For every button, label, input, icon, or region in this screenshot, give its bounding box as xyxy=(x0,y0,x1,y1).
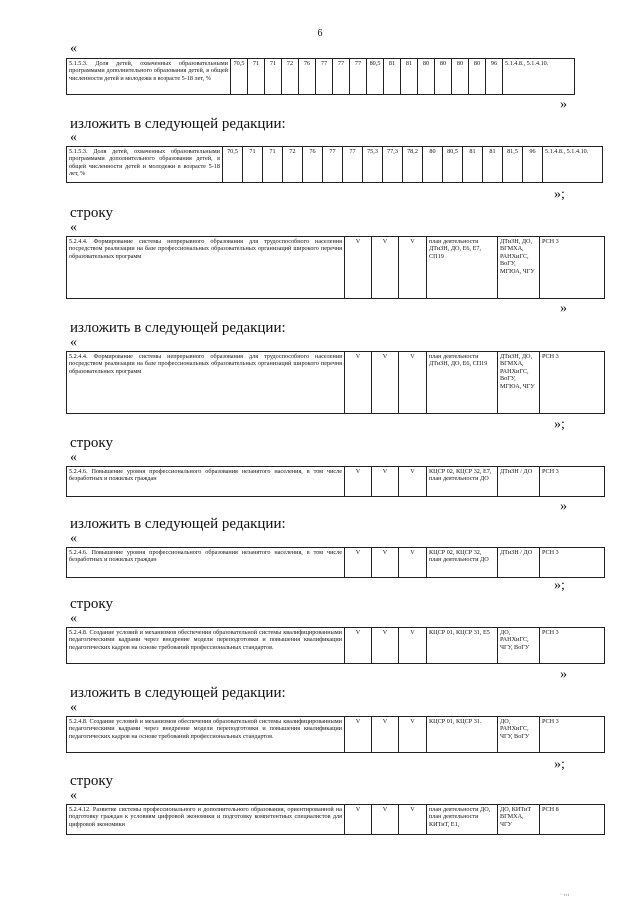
indicator-value: 80,5 xyxy=(443,147,463,183)
plan-cell: КЦСР 02, КЦСР 32, план деятельности ДО xyxy=(427,548,498,578)
measure-table-5248-old xyxy=(66,627,605,664)
indicator-value: 76 xyxy=(303,147,323,183)
plan-cell: КЦСР 01, КЦСР 31, Е5 xyxy=(427,628,498,664)
indicator-value: 80 xyxy=(423,147,443,183)
indicator-value: 71 xyxy=(265,59,282,95)
measure-text: 5.2.4.6. Повышение уровня профессионального образования незанятого населения, в том числе безработных и пожилых граждан xyxy=(67,467,345,497)
code-cell: РСН 3 xyxy=(540,717,605,753)
executors-cell: ДО, КИТиТ ВГМХА, ЧГУ xyxy=(498,805,540,835)
measure-table-52412-old xyxy=(66,804,605,835)
quote-open: « xyxy=(70,220,77,235)
measure-text: 5.2.4.12. Развитие системы профессионального и дополнительного образования, ориентированной на подготовку граждан к условиям цифровой экономики и подготовку компетентных специалистов для цифровой экономики xyxy=(67,805,345,835)
executors-cell: ДТиЗН / ДО xyxy=(498,467,540,497)
quote-close-semi: »; xyxy=(554,578,565,593)
row-heading: строку xyxy=(70,773,113,789)
mark-v: V xyxy=(372,237,399,299)
replace-heading: изложить в следующей редакции: xyxy=(70,685,286,701)
mark-v: V xyxy=(372,467,399,497)
row-heading: строку xyxy=(70,205,113,221)
indicator-value: 72 xyxy=(282,59,299,95)
indicator-value: 81 xyxy=(463,147,483,183)
measure-text: 5.2.4.6. Повышение уровня профессионального образования незанятого населения, в том числе безработных и пожилых граждан xyxy=(67,548,345,578)
quote-open: « xyxy=(70,41,77,56)
indicator-value: 80 xyxy=(435,59,452,95)
indicator-value: 80 xyxy=(452,59,469,95)
quote-close: » xyxy=(560,301,567,316)
code-cell: РСН 3 xyxy=(540,467,605,497)
indicator-value: 77 xyxy=(316,59,333,95)
code-cell: РСН 3 xyxy=(540,628,605,664)
measure-table-5244-old xyxy=(66,236,605,299)
indicator-value: 80 xyxy=(418,59,435,95)
quote-open: « xyxy=(70,130,77,145)
replace-heading: изложить в следующей редакции: xyxy=(70,516,286,532)
mark-v: V xyxy=(345,628,372,664)
indicator-value: 96 xyxy=(486,59,503,95)
indicator-value: 71 xyxy=(263,147,283,183)
mark-v: V xyxy=(372,352,399,414)
row-heading: строку xyxy=(70,596,113,612)
row-heading: строку xyxy=(70,435,113,451)
mark-v: V xyxy=(399,237,427,299)
quote-close: » xyxy=(560,97,567,112)
code-cell: РСН 3 xyxy=(540,352,605,414)
replace-heading: изложить в следующей редакции: xyxy=(70,116,286,132)
measure-table-5246-new xyxy=(66,547,605,578)
indicator-value: 81 xyxy=(401,59,418,95)
mark-v: V xyxy=(399,717,427,753)
indicator-value: 96 xyxy=(523,147,543,183)
quote-open: « xyxy=(70,788,77,803)
indicator-label: 5.1.5.3. Доля детей, охваченных образовательными программами дополнительного образования детей, в общей численности детей и молодежи в возрасте 5-18 лет, % xyxy=(67,59,231,95)
mark-v: V xyxy=(345,237,372,299)
mark-v: V xyxy=(372,628,399,664)
replace-heading: изложить в следующей редакции: xyxy=(70,320,286,336)
plan-cell: план деятельности ДТиЗН, ДО, Е6, СП19 xyxy=(427,352,498,414)
mark-v: V xyxy=(399,548,427,578)
code-cell: РСН 8 xyxy=(540,805,605,835)
indicator-label: 5.1.5.3. Доля детей, охваченных образовательными программами дополнительного образования детей, в общей численности детей и молодежи в возрасте 5-18 лет, % xyxy=(67,147,223,183)
indicator-value: 77 xyxy=(323,147,343,183)
plan-cell: план деятельности ДО, план деятельности КИТиТ, Е1, xyxy=(427,805,498,835)
indicator-value: 80 xyxy=(469,59,486,95)
code-cell: РСН 3 xyxy=(540,548,605,578)
executors-cell: ДО, РАНХиГС, ЧГУ, ВоГУ xyxy=(498,628,540,664)
measure-table-5246-old xyxy=(66,466,605,497)
mark-v: V xyxy=(399,805,427,835)
mark-v: V xyxy=(345,467,372,497)
indicator-table-new xyxy=(66,146,603,183)
footer-mark: · ‹‹‹ xyxy=(560,892,570,898)
measure-text: 5.2.4.4. Формирование системы непрерывного образования для трудоспособного населения посредством реализации на базе профессиональных образовательных организаций широкого перечня образовательных программ xyxy=(67,352,345,414)
measure-text: 5.2.4.8. Создание условий и механизмов обеспечения образовательной системы квалифицированными педагогическими кадрами через внедрение модели переподготовки и повышения квалификации педагогических кадров на основе требований профессиональных стандартов. xyxy=(67,628,345,664)
measure-table-5244-new xyxy=(66,351,605,414)
indicator-value: 75,3 xyxy=(363,147,383,183)
quote-open: « xyxy=(70,611,77,626)
plan-cell: план деятельности ДТиЗН, ДО, Е6, Е7, СП19 xyxy=(427,237,498,299)
executors-cell: ДТиЗН / ДО xyxy=(498,548,540,578)
executors-cell: ДТиЗН, ДО, ВГМХА, РАНХиГС, ВоГУ, МГЮА, ЧГУ xyxy=(498,237,540,299)
mark-v: V xyxy=(345,548,372,578)
quote-close-semi: »; xyxy=(554,417,565,432)
indicator-ref: 5.1.4.8., 5.1.4.10. xyxy=(503,59,575,95)
indicator-value: 70,5 xyxy=(223,147,243,183)
indicator-value: 72 xyxy=(283,147,303,183)
indicator-value: 77 xyxy=(343,147,363,183)
indicator-value: 78,2 xyxy=(403,147,423,183)
indicator-ref: 5.1.4.8., 5.1.4.10. xyxy=(543,147,603,183)
indicator-value: 77 xyxy=(350,59,367,95)
indicator-value: 70,5 xyxy=(231,59,248,95)
quote-open: « xyxy=(70,450,77,465)
mark-v: V xyxy=(372,805,399,835)
quote-open: « xyxy=(70,700,77,715)
indicator-value: 77 xyxy=(333,59,350,95)
executors-cell: ДТиЗН, ДО, ВГМХА, РАНХиГС, ВоГУ, МГЮА, ЧГУ xyxy=(498,352,540,414)
indicator-value: 77,3 xyxy=(383,147,403,183)
quote-open: « xyxy=(70,335,77,350)
plan-cell: КЦСР 01, КЦСР 31. xyxy=(427,717,498,753)
executors-cell: ДО, РАНХиГС, ЧГУ, ВоГУ xyxy=(498,717,540,753)
quote-close-semi: »; xyxy=(554,187,565,202)
mark-v: V xyxy=(399,352,427,414)
measure-table-5248-new xyxy=(66,716,605,753)
mark-v: V xyxy=(345,717,372,753)
quote-close: » xyxy=(560,499,567,514)
indicator-value: 71 xyxy=(243,147,263,183)
indicator-table-old xyxy=(66,58,575,95)
measure-text: 5.2.4.4. Формирование системы непрерывного образования для трудоспособного населения посредством реализации на базе профессиональных образовательных организаций широкого перечня образовательных программ xyxy=(67,237,345,299)
mark-v: V xyxy=(345,352,372,414)
indicator-value: 76 xyxy=(299,59,316,95)
plan-cell: КЦСР 02, КЦСР 32, Е7, план деятельности ДО xyxy=(427,467,498,497)
quote-close: » xyxy=(560,667,567,682)
mark-v: V xyxy=(399,467,427,497)
page-number: 6 xyxy=(317,28,323,39)
indicator-value: 80,5 xyxy=(367,59,384,95)
mark-v: V xyxy=(399,628,427,664)
indicator-value: 81 xyxy=(384,59,401,95)
quote-open: « xyxy=(70,531,77,546)
mark-v: V xyxy=(372,717,399,753)
quote-close-semi: »; xyxy=(554,757,565,772)
indicator-value: 81,5 xyxy=(503,147,523,183)
indicator-value: 71 xyxy=(248,59,265,95)
mark-v: V xyxy=(345,805,372,835)
code-cell: РСН 3 xyxy=(540,237,605,299)
measure-text: 5.2.4.8. Создание условий и механизмов обеспечения образовательной системы квалифицированными педагогическими кадрами через внедрение модели переподготовки и повышения квалификации педагогических кадров на основе требований профессиональных стандартов. xyxy=(67,717,345,753)
mark-v: V xyxy=(372,548,399,578)
indicator-value: 81 xyxy=(483,147,503,183)
